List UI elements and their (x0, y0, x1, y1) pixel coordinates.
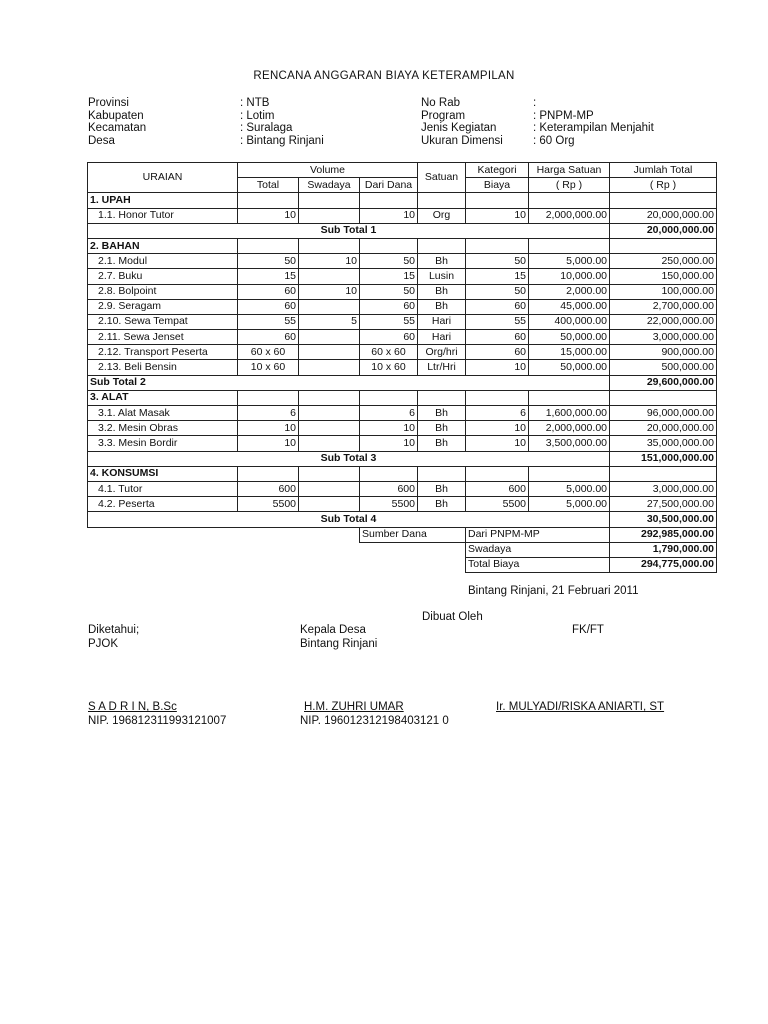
table-cell: 1,600,000.00 (529, 406, 610, 421)
funding-source-label (360, 542, 466, 557)
table-cell: 2.10. Sewa Tempat (88, 314, 238, 329)
bintang-rinjani-label: Bintang Rinjani (300, 638, 378, 650)
table-cell: 10 (238, 436, 299, 451)
table-cell: 2,000.00 (529, 284, 610, 299)
table-cell: Bh (418, 497, 466, 512)
table-row (88, 497, 717, 512)
table-cell: Org/hri (418, 345, 466, 360)
table-cell: 5500 (238, 497, 299, 512)
funding-name: Total Biaya (466, 557, 610, 572)
table-cell: 55 (466, 314, 529, 329)
table-cell: 45,000.00 (529, 299, 610, 314)
table-cell: 50 (360, 254, 418, 269)
table-cell: 50 (360, 284, 418, 299)
table-row (88, 406, 717, 421)
table-cell: 10 (238, 421, 299, 436)
table-cell: 5 (299, 314, 360, 329)
table-cell: 600 (360, 481, 418, 496)
table-cell (299, 436, 360, 451)
table-cell: 50 (466, 284, 529, 299)
funding-row (88, 542, 717, 557)
section-upah-label: 1. UPAH (88, 193, 238, 208)
table-row (88, 314, 717, 329)
label-kecamatan: Kecamatan (88, 122, 147, 134)
table-cell: 55 (360, 314, 418, 329)
col-biaya: Biaya (466, 178, 529, 193)
table-cell: 900,000.00 (610, 345, 717, 360)
table-cell: 4.1. Tutor (88, 481, 238, 496)
table-cell: 60 (360, 330, 418, 345)
table-cell: 15 (466, 269, 529, 284)
table-cell (299, 360, 360, 375)
subtotal-value: 151,000,000.00 (610, 451, 717, 466)
section-konsumsi-label: 4. KONSUMSI (88, 466, 238, 481)
table-cell: 5,000.00 (529, 497, 610, 512)
table-row (88, 330, 717, 345)
table-cell (299, 208, 360, 223)
header-right-values (533, 97, 654, 147)
value-provinsi: : NTB (240, 97, 270, 109)
subtotal-label: Sub Total 2 (88, 375, 610, 390)
subtotal-row (88, 512, 717, 527)
subtotal-row (88, 451, 717, 466)
table-cell: 2.11. Sewa Jenset (88, 330, 238, 345)
header-left-values (240, 97, 324, 147)
table-cell: 50,000.00 (529, 330, 610, 345)
table-cell (299, 299, 360, 314)
value-kabupaten: : Lotim (240, 109, 275, 122)
signer-2-name: H.M. ZUHRI UMAR (304, 701, 404, 713)
table-cell: 400,000.00 (529, 314, 610, 329)
funding-value: 1,790,000.00 (610, 542, 717, 557)
kepala-desa-block (300, 623, 377, 651)
table-cell: Bh (418, 421, 466, 436)
table-cell: 10 (466, 360, 529, 375)
funding-row (88, 527, 717, 542)
table-cell: 60 (238, 284, 299, 299)
table-cell: 250,000.00 (610, 254, 717, 269)
table-cell: 60 x 60 (360, 345, 418, 360)
subtotal-value: 29,600,000.00 (610, 375, 717, 390)
label-kabupaten: Kabupaten (88, 109, 144, 122)
table-cell: 100,000.00 (610, 284, 717, 299)
subtotal-label: Sub Total 3 (88, 451, 610, 466)
col-dari-dana: Dari Dana (360, 178, 418, 193)
table-cell: 5,000.00 (529, 481, 610, 496)
table-cell (299, 269, 360, 284)
table-cell: Hari (418, 330, 466, 345)
table-cell: 96,000,000.00 (610, 406, 717, 421)
section-bahan-label: 2. BAHAN (88, 238, 238, 253)
table-cell: Bh (418, 284, 466, 299)
pjok-label: PJOK (88, 638, 119, 650)
table-cell: 6 (238, 406, 299, 421)
table-cell (299, 421, 360, 436)
table-row (88, 436, 717, 451)
table-cell: 60 (466, 299, 529, 314)
table-cell: 2.12. Transport Peserta (88, 345, 238, 360)
table-row (88, 208, 717, 223)
col-volume: Volume (238, 163, 418, 178)
table-cell: 4.2. Peserta (88, 497, 238, 512)
table-cell: 50 (466, 254, 529, 269)
table-cell: 6 (466, 406, 529, 421)
table-cell (299, 345, 360, 360)
table-cell: 10 (299, 284, 360, 299)
value-no-rab: : (533, 97, 537, 109)
table-cell: Org (418, 208, 466, 223)
table-cell: 55 (238, 314, 299, 329)
table-cell: 2.13. Beli Bensin (88, 360, 238, 375)
label-ukuran-dimensi: Ukuran Dimensi (421, 134, 503, 147)
value-jenis-kegiatan: : Keterampilan Menjahit (533, 122, 654, 134)
section-bahan (88, 238, 717, 253)
table-cell: 1.1. Honor Tutor (88, 208, 238, 223)
value-ukuran-dimensi: : 60 Org (533, 134, 575, 147)
table-row (88, 284, 717, 299)
table-cell: 50 (238, 254, 299, 269)
table-cell: 20,000,000.00 (610, 421, 717, 436)
col-total: Total (238, 178, 299, 193)
table-cell: 10 x 60 (238, 360, 299, 375)
subtotal-label: Sub Total 1 (88, 223, 610, 238)
table-cell: 2,700,000.00 (610, 299, 717, 314)
table-cell: 10,000.00 (529, 269, 610, 284)
header-right-labels (421, 97, 503, 147)
table-cell: 2,000,000.00 (529, 421, 610, 436)
table-cell: 3.1. Alat Masak (88, 406, 238, 421)
section-upah (88, 193, 717, 208)
table-cell: Lusin (418, 269, 466, 284)
table-cell: 10 (360, 208, 418, 223)
table-cell (299, 330, 360, 345)
table-cell: 3,000,000.00 (610, 481, 717, 496)
table-cell: 60 x 60 (238, 345, 299, 360)
signer-1-nip: NIP. 196812311993121007 (88, 715, 227, 727)
table-cell (299, 406, 360, 421)
place-date: Bintang Rinjani, 21 Februari 2011 (468, 585, 639, 597)
table-cell: 10 (238, 208, 299, 223)
table-cell: 10 (360, 436, 418, 451)
label-desa: Desa (88, 134, 115, 147)
table-cell: 600 (466, 481, 529, 496)
table-cell: 60 (360, 299, 418, 314)
table-cell: 3,500,000.00 (529, 436, 610, 451)
table-row (88, 269, 717, 284)
col-jumlah: Jumlah Total (610, 163, 717, 178)
document-title: RENCANA ANGGARAN BIAYA KETERAMPILAN (253, 70, 515, 82)
table-row (88, 345, 717, 360)
value-program: : PNPM-MP (533, 109, 594, 122)
budget-table (87, 162, 717, 573)
col-harga: Harga Satuan (529, 163, 610, 178)
table-cell: Bh (418, 436, 466, 451)
table-row (88, 254, 717, 269)
table-cell: 150,000.00 (610, 269, 717, 284)
funding-source-label (360, 557, 466, 572)
signer-2 (300, 700, 449, 728)
label-provinsi: Provinsi (88, 97, 129, 109)
table-cell: 60 (238, 299, 299, 314)
section-alat-label: 3. ALAT (88, 390, 238, 405)
table-cell: 3.2. Mesin Obras (88, 421, 238, 436)
subtotal-value: 20,000,000.00 (610, 223, 717, 238)
table-cell: 10 (466, 208, 529, 223)
table-cell: 60 (238, 330, 299, 345)
subtotal-row (88, 223, 717, 238)
table-cell: 20,000,000.00 (610, 208, 717, 223)
funding-name: Dari PNPM-MP (466, 527, 610, 542)
table-cell: 60 (466, 330, 529, 345)
table-cell (299, 497, 360, 512)
col-satuan: Satuan (418, 163, 466, 193)
col-uraian: URAIAN (88, 163, 238, 193)
table-cell: 15 (360, 269, 418, 284)
funding-value: 292,985,000.00 (610, 527, 717, 542)
table-cell: 5,000.00 (529, 254, 610, 269)
signer-1-name: S A D R I N, B.Sc (88, 701, 177, 713)
table-cell: 6 (360, 406, 418, 421)
table-cell: 15 (238, 269, 299, 284)
table-cell: Bh (418, 406, 466, 421)
table-cell: 10 (299, 254, 360, 269)
table-cell: 500,000.00 (610, 360, 717, 375)
signer-3 (496, 700, 664, 714)
table-cell: 5500 (360, 497, 418, 512)
header-row-1 (88, 163, 717, 178)
signer-2-nip: NIP. 196012312198403121 0 (300, 715, 449, 727)
col-harga-rp: ( Rp ) (529, 178, 610, 193)
table-row (88, 299, 717, 314)
funding-source-label: Sumber Dana (360, 527, 466, 542)
table-row (88, 421, 717, 436)
table-cell: 10 x 60 (360, 360, 418, 375)
table-cell: Bh (418, 299, 466, 314)
table-cell: 2.1. Modul (88, 254, 238, 269)
label-no-rab: No Rab (421, 97, 460, 109)
table-cell: 5500 (466, 497, 529, 512)
label-program: Program (421, 109, 466, 122)
table-cell: Ltr/Hri (418, 360, 466, 375)
table-cell: 27,500,000.00 (610, 497, 717, 512)
kepala-desa-label: Kepala Desa (300, 624, 366, 636)
table-cell: Bh (418, 254, 466, 269)
table-cell: 22,000,000.00 (610, 314, 717, 329)
value-kecamatan: : Suralaga (240, 122, 293, 134)
table-cell (299, 481, 360, 496)
value-desa: : Bintang Rinjani (240, 134, 324, 147)
funding-value: 294,775,000.00 (610, 557, 717, 572)
table-row (88, 360, 717, 375)
label-jenis-kegiatan: Jenis Kegiatan (421, 122, 497, 134)
subtotal-label: Sub Total 4 (88, 512, 610, 527)
table-cell: 50,000.00 (529, 360, 610, 375)
col-jumlah-rp: ( Rp ) (610, 178, 717, 193)
diketahui (88, 623, 139, 651)
table-cell: Bh (418, 481, 466, 496)
table-cell: 60 (466, 345, 529, 360)
table-cell: Hari (418, 314, 466, 329)
funding-row (88, 557, 717, 572)
dibuat-oleh: Dibuat Oleh (422, 611, 483, 623)
header-left-labels (88, 97, 146, 147)
funding-name: Swadaya (466, 542, 610, 557)
subtotal-row (88, 375, 717, 390)
signer-1 (88, 700, 226, 728)
section-konsumsi (88, 466, 717, 481)
subtotal-value: 30,500,000.00 (610, 512, 717, 527)
table-cell: 10 (466, 436, 529, 451)
table-cell: 3,000,000.00 (610, 330, 717, 345)
table-cell: 2,000,000.00 (529, 208, 610, 223)
table-cell: 10 (466, 421, 529, 436)
table-cell: 10 (360, 421, 418, 436)
table-cell: 3.3. Mesin Bordir (88, 436, 238, 451)
col-kategori: Kategori (466, 163, 529, 178)
section-alat (88, 390, 717, 405)
table-cell: 2.9. Seragam (88, 299, 238, 314)
diketahui-label: Diketahui; (88, 624, 140, 636)
table-cell: 2.8. Bolpoint (88, 284, 238, 299)
signer-3-name: Ir. MULYADI/RISKA ANIARTI, ST (496, 701, 665, 713)
table-cell: 600 (238, 481, 299, 496)
fkft-label: FK/FT (572, 624, 604, 636)
table-cell: 35,000,000.00 (610, 436, 717, 451)
table-cell: 2.7. Buku (88, 269, 238, 284)
table-cell: 15,000.00 (529, 345, 610, 360)
table-row (88, 481, 717, 496)
col-swadaya: Swadaya (299, 178, 360, 193)
